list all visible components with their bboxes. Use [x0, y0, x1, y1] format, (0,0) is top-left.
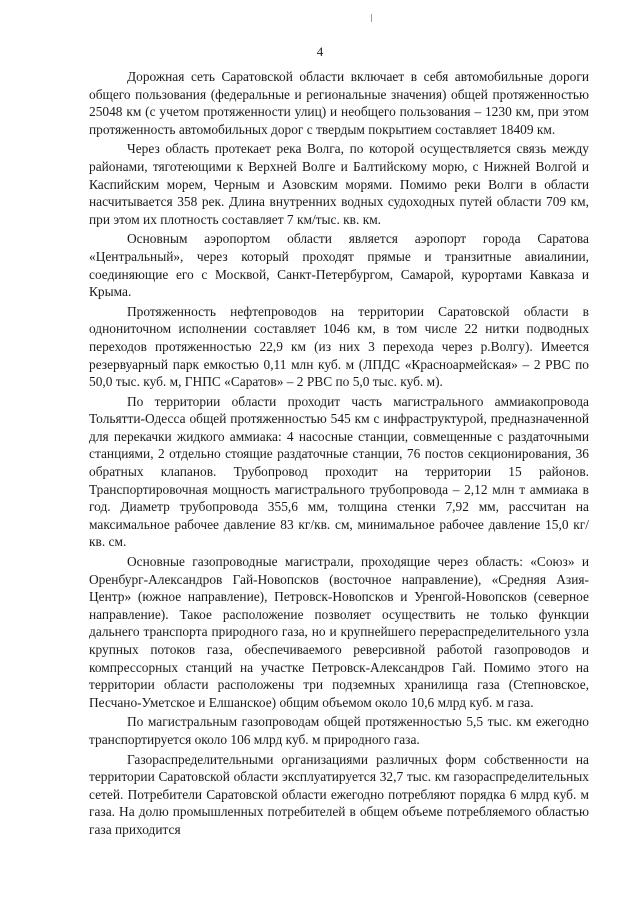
paragraph-road-network: Дорожная сеть Саратовской области включает в себя автомобильные дороги общего пользования (федеральные и региональные значения) общей протяженностью 25048 км (с учетом протяженности улиц) и необщего пользования – 1230 км, при этом протяженность автомобильных дорог с твердым покрытием составляет 18409 км.	[89, 69, 589, 137]
paragraph-gas-mains: Основные газопроводные магистрали, проходящие через область: «Союз» и Оренбург-Александров Гай-Новопсков (восточное направление), «Средняя Азия-Центр» (южное направление), Петровск-Новопсков и Уренгой-Новопсков (северное направление). Такое расположение позволяет осуществить не только функции дальнего транспорта природного газа, но и крупнейшего перераспределительного узла крупных потоков газа, обеспечиваемого реверсивной работой газопроводов и компрессорных станций на участке Петровск-Александров Гай. Помимо этого на территории области расположены три подземных хранилища газа (Степновское, Песчано-Уметское и Елшанское) общим объемом около 10,6 млрд куб. м газа.	[89, 554, 589, 710]
scan-artifact-mark	[371, 14, 372, 22]
paragraph-ammonia-pipeline: По территории области проходит часть магистрального аммиакопровода Тольятти-Одесса общей протяженностью 545 км с инфраструктурой, предназначенной для перекачки жидкого аммиака: 4 насосные станции, совмещенные с раздаточными станциями, 2 отдельно стоящие раздаточные станции, 76 постов секционирования, 36 обратных клапанов. Трубопровод проходит на территории 15 районов. Транспортировочная мощность магистрального трубопровода – 2,12 млн т аммиака в год. Диаметр трубопровода 355,6 мм, толщина стенки 7,92 мм, рассчитан на максимальное рабочее давление 83 кг/кв. см, минимальное рабочее давление 15,0 кг/кв. см.	[89, 393, 589, 550]
paragraph-volga-river: Через область протекает река Волга, по которой осуществляется связь между районами, тяготеющими к Верхней Волге и Балтийскому морю, с Нижней Волгой и Каспийским морем, Черным и Азовским морями. Помимо реки Волги в области насчитывается 358 рек. Длина внутренних водных судоходных путей области 709 км, при этом их плотность составляет 7 км/тыс. кв. км.	[89, 141, 589, 227]
document-body	[89, 68, 589, 839]
paragraph-oil-pipelines: Протяженность нефтепроводов на территории Саратовской области в однониточном исполнении составляет 1046 км, в том числе 22 нитки подводных переходов протяженностью 22,9 км (из них 3 перехода через р.Волгу). Имеется резервуарный парк емкостью 0,11 млн куб. м (ЛПДС «Красноармейская» – 2 РВС по 50,0 тыс. куб. м, ГНПС «Саратов» – 2 РВС по 5,0 тыс. куб. м).	[89, 303, 589, 390]
page-number: 4	[316, 44, 324, 59]
paragraph-gas-distribution: Газораспределительными организациями различных форм собственности на территории Саратовской области эксплуатируется 32,7 тыс. км газораспределительных сетей. Потребители Саратовской области ежегодно потребляют порядка 6 млрд куб. м газа. На долю промышленных потребителей в общем объеме потребляемого областью газа приходится	[89, 751, 589, 837]
paragraph-gas-transport: По магистральным газопроводам общей протяженностью 5,5 тыс. км ежегодно транспортируется около 106 млрд куб. м природного газа.	[89, 714, 589, 747]
paragraph-airport: Основным аэропортом области является аэропорт города Саратова «Центральный», через который проходят прямые и транзитные авиалинии, соединяющие его с Москвой, Санкт-Петербургом, Самарой, курортами Кавказа и Крыма.	[89, 231, 589, 300]
